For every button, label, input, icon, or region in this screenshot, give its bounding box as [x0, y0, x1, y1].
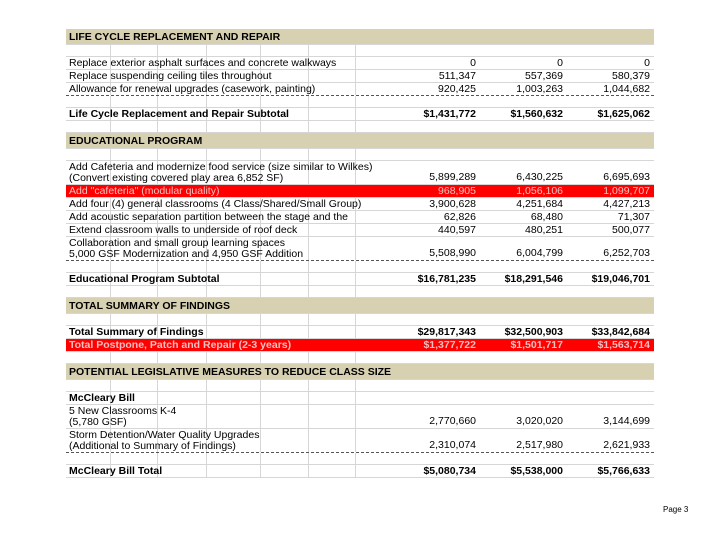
table-row: 5 New Classrooms K-4 (5,780 GSF) 2,770,660 3,020,020 3,144,699 — [66, 405, 654, 429]
total-row: McCleary Bill Total $5,080,734 $5,538,000 $5,766,633 — [66, 465, 654, 478]
section-header-educational: EDUCATIONAL PROGRAM — [66, 133, 654, 149]
cost-spreadsheet — [66, 29, 654, 478]
total-row: Total Summary of Findings $29,817,343 $32,500,903 $33,842,684 — [66, 326, 654, 339]
table-row: Extend classroom walls to underside of roof deck 440,597 480,251 500,077 — [66, 224, 654, 237]
table-row: Storm Detention/Water Quality Upgrades (Additional to Summary of Findings) 2,310,074 2,517,980 2,621,933 — [66, 429, 654, 453]
table-row: Replace suspending ceiling tiles throughout 511,347 557,369 580,379 — [66, 70, 654, 83]
subtotal-row: Life Cycle Replacement and Repair Subtotal $1,431,772 $1,560,632 $1,625,062 — [66, 108, 654, 121]
section-header-summary: TOTAL SUMMARY OF FINDINGS — [66, 298, 654, 314]
section-header-legislative: POTENTIAL LEGISLATIVE MEASURES TO REDUCE CLASS SIZE — [66, 364, 654, 380]
section-header-life-cycle: LIFE CYCLE REPLACEMENT AND REPAIR — [66, 29, 654, 45]
table-row: Allowance for renewal upgrades (casework, painting) 920,425 1,003,263 1,044,682 — [66, 83, 654, 96]
table-row: Add Cafeteria and modernize food service (size similar to Wilkes) (Convert existing covered play area 6,852 SF) 5,899,289 6,430,225 6,695,693 — [66, 161, 654, 185]
table-row: Add acoustic separation partition between the stage and the 62,826 68,480 71,307 — [66, 211, 654, 224]
table-row: Add four (4) general classrooms (4 Class/Shared/Small Group) 3,900,628 4,251,684 4,427,213 — [66, 198, 654, 211]
table-row: Collaboration and small group learning spaces 5,000 GSF Modernization and 4,950 GSF Addition 5,508,990 6,004,799 6,252,703 — [66, 237, 654, 261]
table-row: Replace exterior asphalt surfaces and concrete walkways 0 0 0 — [66, 57, 654, 70]
subtotal-row: Educational Program Subtotal $16,781,235 $18,291,546 $19,046,701 — [66, 273, 654, 286]
highlighted-row: Add "cafeteria" (modular quality) 968,905 1,056,106 1,099,707 — [66, 185, 654, 198]
highlighted-total-row: Total Postpone, Patch and Repair (2-3 years) $1,377,722 $1,501,717 $1,563,714 — [66, 339, 654, 352]
page-number: Page 3 — [663, 505, 689, 514]
bill-title-row: McCleary Bill — [66, 392, 654, 405]
